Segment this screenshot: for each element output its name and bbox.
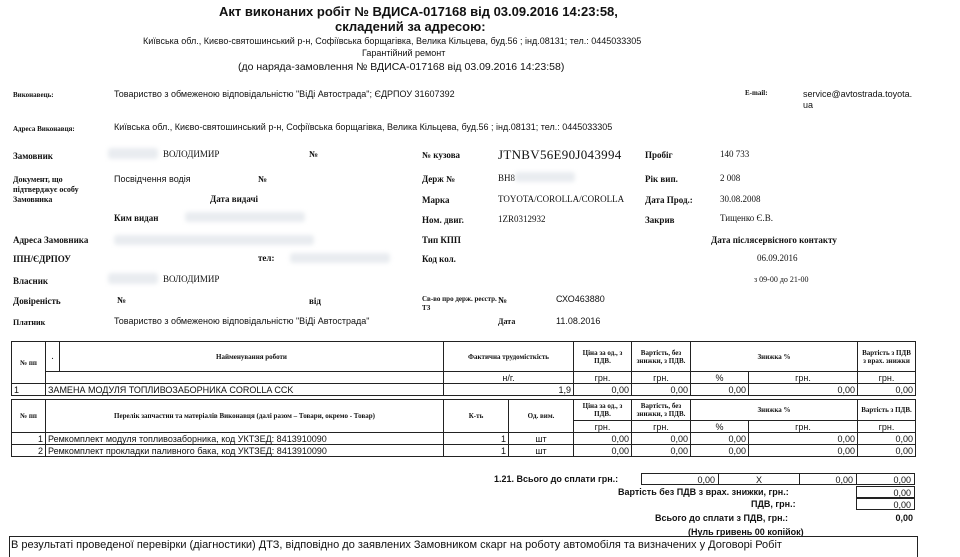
payer-value: Товариство з обмеженою відповідальністю "ВіДі Автострада" — [114, 316, 370, 326]
works-header-price: Ціна за од., з ПДВ. — [574, 342, 632, 372]
registration-no-sign: № — [498, 295, 508, 305]
total-in-words: (Нуль гривень 00 копійок) — [688, 527, 804, 537]
part-cost: 0,00 — [632, 433, 691, 445]
no-vat-label: Вартість без ПДВ з врах. знижки, грн.: — [618, 487, 789, 497]
total-sum-box: 0,00 — [856, 473, 915, 485]
part-unit: шт — [509, 433, 574, 445]
registration-label: Св-во про держ. реєстр. ТЗ — [422, 295, 497, 312]
redacted-block — [108, 273, 158, 284]
customer-address-label: Адреса Замовника — [13, 235, 89, 245]
year-label: Рік вип. — [645, 174, 678, 184]
parts-unit: грн. — [749, 421, 858, 433]
redacted-block — [515, 172, 575, 182]
works-header-total: Вартість з ПДВ з врах. знижки — [858, 342, 916, 372]
table-row — [12, 384, 916, 396]
customer-label: Замовник — [13, 151, 53, 161]
parts-header-qty: К-ть — [444, 400, 509, 433]
vat-box: 0,00 — [856, 498, 915, 510]
works-unit: н/г. — [444, 372, 574, 384]
part-total: 0,00 — [858, 433, 916, 445]
part-cost: 0,00 — [632, 445, 691, 457]
gearbox-label: Тип КПП — [422, 235, 461, 245]
vat-label: ПДВ, грн.: — [751, 499, 796, 509]
part-discount-amount: 0,00 — [749, 433, 858, 445]
part-unit: шт — [509, 445, 574, 457]
doc-title: Акт виконаних робіт № ВДИСА-017168 від 03.09.2016 14:23:58, — [219, 4, 618, 19]
part-no: 1 — [12, 433, 46, 445]
plate-value: BH8 — [498, 173, 516, 183]
works-header-no: № пп — [12, 342, 46, 384]
work-discount-amount: 0,00 — [749, 384, 858, 396]
contact-hours: з 09-00 до 21-00 — [754, 275, 809, 284]
grand-total-value: 0,00 — [895, 513, 913, 523]
proxy-no-sign: № — [117, 295, 127, 305]
parts-unit: % — [691, 421, 749, 433]
issue-date-label: Дата видачі — [210, 194, 259, 204]
works-header-name: Найменування роботи — [60, 342, 444, 372]
doc-order-ref: (до наряда-замовлення № ВДИСА-017168 від 03.09.2016 14:23:58) — [238, 61, 565, 73]
work-price: 0,00 — [574, 384, 632, 396]
owner-label: Власник — [13, 276, 49, 286]
total-x-box: X — [718, 473, 800, 485]
parts-header-no: № пп — [12, 400, 46, 433]
engine-label: Ном. двиг. — [422, 215, 464, 225]
redacted-block — [114, 235, 314, 245]
year-value: 2 008 — [720, 173, 741, 183]
next-service-label: Дата післясервісного контакту — [711, 235, 837, 245]
works-unit: грн. — [632, 372, 691, 384]
redacted-block — [290, 253, 390, 263]
phone-label: тел: — [258, 253, 275, 263]
brand-value: TOYOTA/COROLLA/COROLLA — [498, 194, 625, 204]
work-cost: 0,00 — [632, 384, 691, 396]
parts-header-name: Перелік запчастин та матеріалів Виконавця (далі разом – Товари, окремо - Товар) — [46, 400, 444, 433]
closed-by-label: Закрив — [645, 215, 675, 225]
part-discount-pct: 0,00 — [691, 433, 749, 445]
parts-header-discount: Знижка % — [691, 400, 858, 421]
work-name: ЗАМЕНА МОДУЛЯ ТОПЛИВОЗАБОРНИКА COROLLA CCK — [46, 384, 444, 396]
plate-label: Держ № — [422, 174, 456, 184]
part-price: 0,00 — [574, 433, 632, 445]
payer-label: Платник — [13, 318, 46, 327]
parts-unit: грн. — [632, 421, 691, 433]
mileage-label: Пробіг — [645, 150, 673, 160]
parts-header-cost: Вартість, без знижки, з ПДВ. — [632, 400, 691, 421]
works-header-discount: Знижка % — [691, 342, 858, 372]
parts-header-price: Ціна за од., з ПДВ. — [574, 400, 632, 421]
doc-warranty: Гарантійний ремонт — [362, 48, 446, 58]
total-cost-box: 0,00 — [641, 473, 719, 485]
works-unit-spacer — [46, 372, 444, 384]
parts-table — [11, 399, 916, 457]
no-vat-box: 0,00 — [856, 486, 915, 498]
id-document-value: Посвідчення водія — [114, 174, 191, 184]
works-table — [11, 341, 916, 396]
registration-number: СХО463880 — [556, 294, 605, 304]
closed-by-value: Тищенко Є.В. — [720, 213, 773, 223]
id-document-label: Документ, що підтверджує особу Замовника — [13, 175, 79, 204]
table-row — [12, 445, 916, 457]
email-label: E-mail: — [745, 89, 768, 97]
part-name: Ремкомплект модуля топливозаборника, код УКТЗЕД: 8413910090 — [46, 433, 444, 445]
redacted-block — [185, 212, 305, 222]
executor-address-value: Київська обл., Києво-святошинський р-н, Софіївська борщагівка, Велика Кільцева, буд.56 ; інд.08131; тел.: 0445033305 — [114, 122, 613, 132]
doc-subtitle: складений за адресою: — [335, 19, 486, 34]
works-header-labor: Фактична трудомісткість — [444, 342, 574, 372]
works-header-dot: . — [46, 342, 60, 372]
mileage-value: 140 733 — [720, 149, 750, 159]
vin-value: JTNBV56E90J043994 — [498, 147, 622, 162]
part-discount-pct: 0,00 — [691, 445, 749, 457]
code-label: Код кол. — [422, 254, 456, 264]
customer-no-sign: № — [309, 149, 319, 159]
id-document-no-sign: № — [258, 174, 268, 184]
grand-total-label: Всього до сплати з ПДВ, грн.: — [655, 513, 789, 523]
executor-value: Товариство з обмеженою відповідальністю "ВіДі Автострада"; ЄДРПОУ 31607392 — [114, 89, 455, 99]
parts-unit: грн. — [574, 421, 632, 433]
work-no: 1 — [12, 384, 46, 396]
vin-label: № кузова — [422, 150, 461, 160]
sale-date-label: Дата Прод.: — [645, 195, 693, 205]
part-price: 0,00 — [574, 445, 632, 457]
part-no: 2 — [12, 445, 46, 457]
inn-label: ІПН/ЄДРПОУ — [13, 254, 71, 264]
email-value: service@avtostrada.toyota.ua — [803, 89, 913, 110]
works-unit: грн. — [749, 372, 858, 384]
total-due-label: 1.21. Всього до сплати грн.: — [494, 474, 619, 484]
sale-date-value: 30.08.2008 — [720, 194, 761, 204]
doc-address: Київська обл., Києво-святошинський р-н, Софіївська борщагівка, Велика Кільцева, буд.56 ; інд.08131; тел.: 0445033305 — [143, 36, 642, 46]
parts-header-total: Вартість з ПДВ. — [858, 400, 916, 421]
total-discount-box: 0,00 — [799, 473, 857, 485]
work-total: 0,00 — [858, 384, 916, 396]
next-service-date: 06.09.2016 — [757, 253, 798, 263]
work-labor: 1,9 — [444, 384, 574, 396]
part-qty: 1 — [444, 433, 509, 445]
conclusion-text: В результаті проведеної перевірки (діагностики) ДТЗ, відповідно до заявлених Замовником скарг на роботу автомобіля та визначених у Договорі Робіт — [11, 539, 782, 551]
proxy-date-label: від — [309, 296, 321, 306]
part-total: 0,00 — [858, 445, 916, 457]
work-discount-pct: 0,00 — [691, 384, 749, 396]
works-header-cost: Вартість, без знижки, з ПДВ. — [632, 342, 691, 372]
engine-value: 1ZR0312932 — [498, 214, 546, 224]
works-unit: % — [691, 372, 749, 384]
part-qty: 1 — [444, 445, 509, 457]
executor-address-label: Адреса Виконавця: — [13, 125, 75, 133]
registration-date-label: Дата — [498, 317, 516, 326]
executor-label: Виконавець: — [13, 91, 54, 99]
part-name: Ремкомплект прокладки паливного бака, код УКТЗЕД: 8413910090 — [46, 445, 444, 457]
part-discount-amount: 0,00 — [749, 445, 858, 457]
owner-name: ВОЛОДИМИР — [163, 274, 220, 284]
parts-unit: грн. — [858, 421, 916, 433]
customer-name: ВОЛОДИМИР — [163, 149, 220, 159]
table-row — [12, 433, 916, 445]
redacted-block — [108, 148, 158, 159]
issued-by-label: Ким видан — [114, 213, 159, 223]
brand-label: Марка — [422, 195, 450, 205]
works-unit: грн. — [574, 372, 632, 384]
proxy-label: Довіреність — [13, 296, 61, 306]
works-unit: грн. — [858, 372, 916, 384]
parts-header-unit: Од. вим. — [509, 400, 574, 433]
registration-date: 11.08.2016 — [556, 316, 601, 326]
